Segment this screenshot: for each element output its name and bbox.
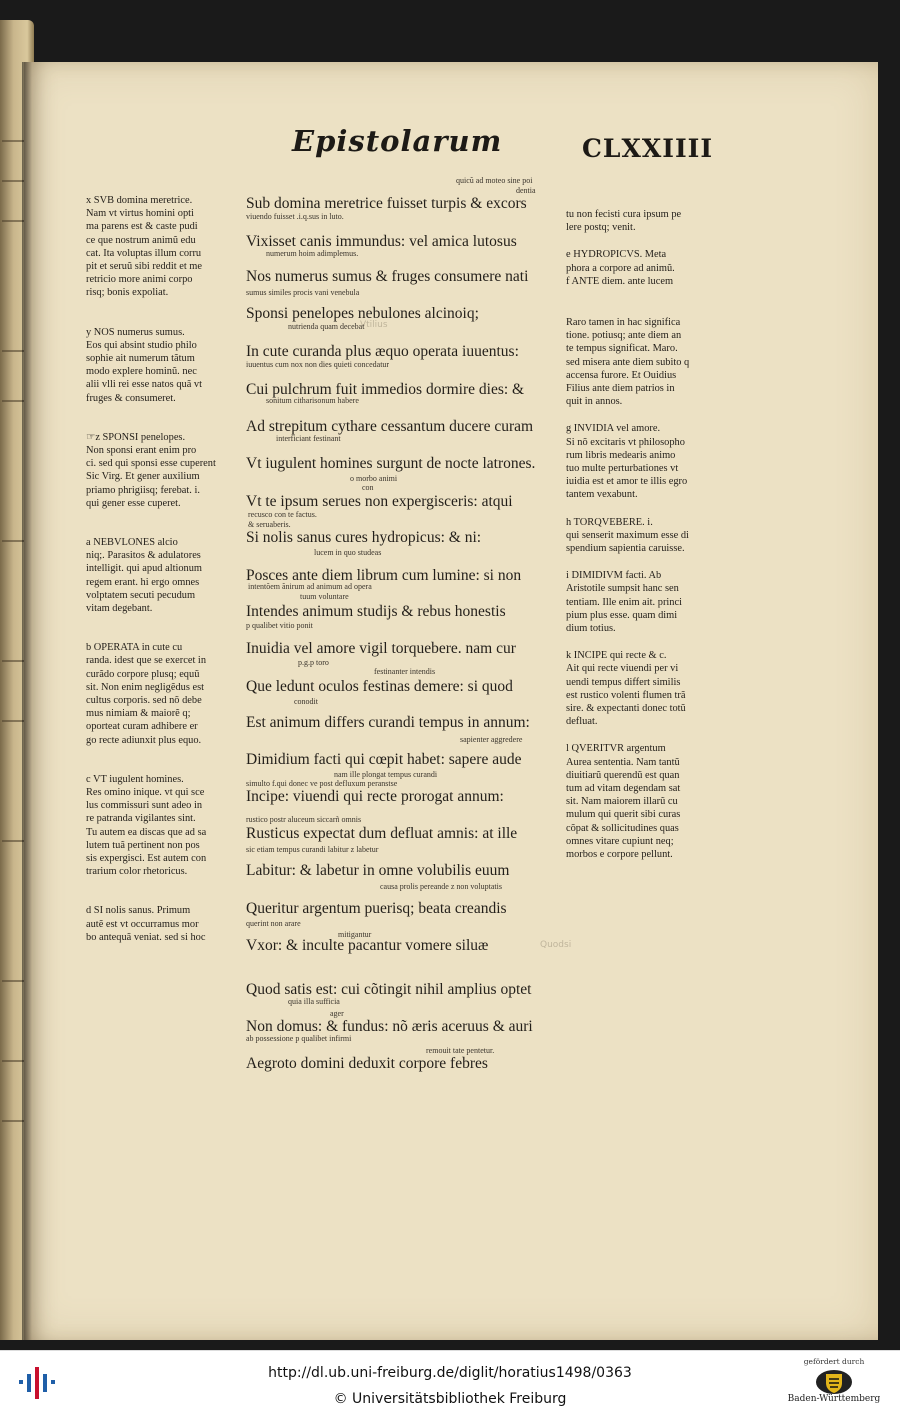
commentary-line: sed misera ante diem subito q (566, 356, 690, 368)
interlinear-gloss: remouit tate pentetur. (426, 1046, 495, 1055)
verse-line: Non domus: & fundus: nõ æris aceruus & auri (246, 1018, 533, 1035)
verse-line: Vt iugulent homines surgunt de nocte latrones. (246, 455, 536, 472)
commentary-line: pit et seruũ sibi reddit et me (86, 261, 203, 272)
commentary-line: Raro tamen in hac significa (566, 317, 681, 328)
commentary-line: iuidia est et amor te illis egro (566, 476, 688, 488)
commentary-line: sophie ait numerum tãtum (86, 353, 195, 364)
folio-number: CLXXIIII (582, 134, 714, 163)
commentary-line: tu non fecisti cura ipsum pe (566, 209, 682, 220)
verse-line: Intendes animum studijs & rebus honestis (246, 603, 506, 620)
interlinear-gloss: recusco con te factus. (248, 510, 317, 519)
commentary-line: d SI nolis sanus. Primum (86, 905, 191, 917)
verse-line: Vt te ipsum serues non expergisceris: atqui (246, 493, 513, 510)
commentary-line: cat. Ita voluptas illum corru (86, 247, 202, 259)
commentary-line: retricio more animi corpo (86, 274, 193, 286)
sponsor-block (778, 1357, 890, 1413)
commentary-line: tione. potiusq; ante diem an (566, 330, 682, 342)
commentary-line: priamo phrigiisq; ferebat. i. (86, 484, 200, 496)
verse-line: Vixisset canis immundus: vel amica lutosus (246, 233, 517, 250)
interlinear-gloss: viuendo fuisset .i.q.sus in luto. (246, 212, 344, 221)
sponsor-label: gefördert durch (803, 1357, 865, 1366)
commentary-line: modo explere hominũ. nec (86, 366, 197, 378)
commentary-line: randa. idest que se exercet in (86, 655, 207, 667)
interlinear-gloss: festinanter intendis (374, 667, 436, 676)
interlinear-gloss: quicũ ad moteo sine poi (456, 176, 533, 185)
commentary-line: lus commissuri sunt adeo in (86, 800, 203, 812)
verse-line: Sub domina meretrice fuisset turpis & excors (246, 195, 527, 212)
commentary-line: ce que nostrum animũ edu (86, 234, 196, 246)
verse-line: Queritur argentum puerisq; beata creandis (246, 900, 507, 917)
commentary-line: autẽ est vt occurramus mor (86, 918, 199, 930)
commentary-line: volptatem secuti pecudum (86, 589, 196, 601)
commentary-line: e HYDROPICVS. Meta (566, 249, 667, 261)
commentary-line: rum libris medearis animo (566, 449, 676, 461)
verse-line: Vxor: & inculte pacantur vomere siluæ (246, 937, 489, 954)
commentary-line: intelligit. qui apud altionum (86, 563, 203, 575)
commentary-line: pium plus esse. quam dimi (566, 609, 678, 621)
running-head: Epistolarum (292, 124, 503, 158)
viewer-footer (0, 1350, 900, 1415)
verse-line: Sponsi penelopes nebulones alcinoiq; (246, 305, 479, 322)
state-coat-of-arms-icon (815, 1369, 853, 1395)
commentary-line: Nam vt virtus homini opti (86, 208, 194, 220)
commentary-line: sit. Non enim negligẽdus est (86, 681, 205, 693)
commentary-line: mulum qui querit sibi curas (566, 809, 681, 821)
verse-line: Aegroto domini deduxit corpore febres (246, 1055, 488, 1072)
commentary-line: Filius ante diem patrios in (566, 383, 675, 394)
commentary-line: qui gener esse cuperet. (86, 497, 181, 509)
interlinear-gloss: & seruaberis. (248, 520, 291, 529)
verse-line: In cute curanda plus æquo operata iuuentus: (246, 343, 519, 360)
commentary-line: omnes vitare cupiunt neq; (566, 835, 674, 847)
verse-line: Labitur: & labetur in omne volubilis euum (246, 862, 510, 879)
interlinear-gloss: tuum voluntare (300, 592, 349, 601)
verse-line: Si nolis sanus cures hydropicus: & ni: (246, 529, 482, 546)
commentary-line: spendium sapientia caruisse. (566, 543, 685, 554)
interlinear-gloss: intentõem ãnirum ad animum ad opera (248, 582, 372, 591)
commentary-line: qui senserit maximum esse di (566, 529, 689, 541)
commentary-line: k INCIPE qui recte & c. (566, 650, 667, 662)
commentary-line: risq; bonis expoliat. (86, 287, 169, 299)
verse-line: Posces ante diem librum cum lumine: si non (246, 567, 522, 584)
commentary-line: y NOS numerus sumus. (86, 326, 185, 338)
commentary-line: Res omino inique. vt qui sce (86, 787, 205, 798)
commentary-line: Tu autem ea discas que ad sa (86, 826, 207, 838)
interlinear-gloss: querint non arare (246, 919, 301, 928)
gutter-shadow (22, 62, 32, 1340)
commentary-line: ci. sed qui sponsi esse cuperent (86, 458, 216, 470)
commentary-line: dium totius. (566, 623, 616, 634)
commentary-line: Eos qui absint studio philo (86, 339, 197, 351)
commentary-line: defluat. (566, 716, 598, 728)
interlinear-gloss: rustico postr aluceum siccarñ omnis (246, 815, 362, 824)
commentary-line: Si nõ excitaris vt philosopho (566, 436, 685, 448)
commentary-line: Sic Virg. Et gener auxilium (86, 471, 200, 483)
commentary-line: est rustico volenti flumen trã (566, 689, 686, 701)
commentary-line: tentiam. Ille enim ait. princi (566, 596, 682, 608)
interlinear-gloss: sonitum citharisonum habere (266, 396, 359, 405)
commentary-line: sis expergisci. Est autem con (86, 853, 207, 864)
commentary-line: Non sponsi erant enim pro (86, 445, 197, 456)
verse-line: Est animum differs curandi tempus in annum: (246, 714, 530, 731)
commentary-line: a NEBVLONES alcio (86, 537, 178, 548)
interlinear-gloss: causa prolis pereande z non voluptatis (380, 882, 502, 891)
commentary-line: c VT iugulent homines. (86, 773, 184, 785)
verse-line: Rusticus expectat dum defluat amnis: at ille (246, 825, 518, 842)
commentary-line: ☞z SPONSI penelopes. (86, 431, 186, 443)
interlinear-gloss: sapienter aggredere (460, 735, 523, 744)
commentary-line: trarium color rhetoricus. (86, 866, 188, 878)
interlinear-gloss: con (362, 483, 374, 492)
scanned-spread: Epistolarum CLXXIIII x SVB domina meretrice. Nam vt virtus homini opti ma parens est & caste pudi ce que nostrum animũ edu cat. Ita voluptas illum corru pit et seruũ sibi reddit et me retricio more animi corpo risq; bonis expoliat. y NOS numerus sumus. Eos qui absint studio philo sophie ait numerum tãtum modo explere hominũ. nec alii vlli rei esse natos quã vt fruges & consumeret. ☞z SPONSI penelopes. Non sponsi erant enim pro ci. sed qui sponsi esse cuperent Sic Virg. Et gener auxilium priamo phrigiisq; ferebat. i. qui gener esse cuperet. a NEBVLONES alcio niq;. Parasitos & adulatores intelligit. qui apud altionum regem erant. hi ergo omnes volptatem secuti pecudum vitam degebant. b OPERATA in cute cu randa. idest que se exercet in curãdo corpore plusq; equũ sit. Non enim negligẽdus est cultus corporis. sed nõ debe mus nimiam & maiorẽ q; oporteat curam adhibere er go recte adiunxit plus equo. c VT iugulent homines. Res omino inique. vt qui sce lus commissuri sunt adeo in re patranda vigilantes sint. Tu autem ea discas que ad sa lutem tuã pertinent non pos sis expergisci. Est autem con trarium color rhetoricus. d SI nolis sanus. Primum autẽ est vt occurramus mor bo antequã veniat. sed si hoc tu non fecisti cura ipsum pe lere postq; venit. e HYDROPICVS. Meta phora a corpore ad animũ. f ANTE diem. ante lucem Raro tamen in hac significa tione. potiusq; ante diem an te tempus significat. Maro. sed misera ante diem subito q accensa furore. Et Ouidius Filius ante diem patrios in quit in annos. g INVIDIA vel amore. Si nõ excitaris vt philosopho rum libris medearis animo tuo multe perturbationes vt iuidia est et amor te illis egro tantem vexabunt. h TORQVEBERE. i. qui senserit maximum esse di spendium sapientia caruisse. i DIMIDIVM facti. Ab Aristotile sumpsit hanc sen tentiam. Ille enim ait. princi pium plus esse. quam dimi dium totius. k INCIPE qui recte & c. Ait qui recte viuendi per vi uendi tempus differt similis est rustico volenti flumen trã sire. & expectanti donec totũ defluat. l QVERITVR argentum Aurea sententia. Nam tantũ diuitiarũ querendũ est quan tum ad vitam degendam sat sit. Nam maiorem illarũ cu mulum qui querit sibi curas cõpat & sollicitudines quas omnes vitare cupiunt neq; morbos e corpore pellunt. Sub domina meretrice fuisset turpis & excors Vixisset canis immundus: vel amica lutosus Nos numerus sumus & fruges consumere nati Sponsi penelopes nebulones alcinoiq; In cute curanda plus æquo operata iuuentus: Cui pulchrum fuit immedios dormire dies: & Ad strepitum cythare cessantum ducere curam Vt iugulent homines surgunt de nocte latrones. Vt te ipsum serues non expergisceris: atqui Si nolis sanus cures hydropicus: & ni: Posces ante diem librum cum lumine: si non Intendes animum studijs & rebus honestis Inuidia vel amore vigil torquebere. nam cur Que ledunt oculos festinas demere: si quod Est animum differs curandi tempus in annum: Dimidium facti qui cœpit habet: sapere aude Incipe: viuendi qui recte prorogat annum: Rusticus expectat dum defluat amnis: at ille Labitur: & labetur in omne volubilis euum Queritur argentum puerisq; beata creandis Vxor: & inculte pacantur vomere siluæ Quod satis est: cui cõtingit nihil amplius optet Non domus: & fundus: nõ æris aceruus & auri Aegroto domini deduxit corpore febres quicũ ad moteo sine poi dentia viuendo fuisset .i.q.sus in luto. numerum hoim adimplemus. sumus similes procis vani venebula nutrienda quam decebat iuuentus cum nox non dies quieti concedatur sonitum citharisonum habere interficiant festinant o morbo animi con recusco con te factus. & seruaberis. lucem in quo studeas intentõem ãnirum ad animum ad opera tuum voluntare p qualibet vitio ponit p.g.p toro festinanter intendis conodit sapienter aggredere nam ille plongat tempus curandi simulto f.qui donec ve post defluxum peranstse rustico postr aluceum siccarñ omnis sic etiam tempus curandi labitur z labetur causa prolis pereande z non voluptatis querint non arare mitigantur quia illa sufficia ager ab possessione p qualibet infirmi remouit tate pentetur. Vtilius Quodsi (0, 0, 900, 1350)
interlinear-gloss: mitigantur (338, 930, 372, 939)
commentary-line: vitam degebant. (86, 603, 153, 614)
commentary-line: regem erant. hi ergo omnes (86, 576, 200, 588)
commentary-line: Aristotile sumpsit hanc sen (566, 583, 679, 595)
interlinear-gloss: sumus similes procis vani venebula (246, 288, 360, 297)
verse-line: Ad strepitum cythare cessantum ducere curam (246, 418, 534, 435)
commentary-line: morbos e corpore pellunt. (566, 849, 673, 860)
page-url[interactable]: http://dl.ub.uni-freiburg.de/diglit/horatius1498/0363 (268, 1365, 632, 1381)
interlinear-gloss: dentia (516, 186, 536, 195)
commentary-line: oporteat curam adhibere er (86, 721, 198, 733)
copyright-notice: © Universitätsbibliothek Freiburg (333, 1391, 567, 1407)
commentary-line: lere postq; venit. (566, 222, 636, 234)
commentary-line: cultus corporis. sed nõ debe (86, 695, 202, 706)
commentary-line: i DIMIDIVM facti. Ab (566, 570, 662, 582)
commentary-line: Ait qui recte viuendi per vi (566, 663, 679, 675)
interlinear-gloss: ager (330, 1009, 344, 1018)
commentary-line: phora a corpore ad animũ. (566, 262, 675, 274)
interlinear-gloss: simulto f.qui donec ve post defluxum peranstse (246, 779, 398, 788)
interlinear-gloss: quia illa sufficia (288, 997, 340, 1006)
interlinear-gloss: numerum hoim adimplemus. (266, 249, 359, 258)
commentary-line: tantem vexabunt. (566, 489, 638, 501)
interlinear-gloss: nutrienda quam decebat (288, 322, 365, 331)
interlinear-gloss: lucem in quo studeas (314, 548, 382, 557)
interlinear-gloss: interficiant festinant (276, 434, 341, 443)
interlinear-gloss: o morbo animi (350, 474, 398, 483)
verse-line: Dimidium facti qui cœpit habet: sapere aude (246, 751, 522, 768)
commentary-line: tuo multe perturbationes vt (566, 463, 679, 474)
commentary-line: te tempus significat. Maro. (566, 343, 678, 355)
verse-line: Cui pulchrum fuit immedios dormire dies: & (246, 381, 525, 398)
interlinear-gloss: nam ille plongat tempus curandi (334, 770, 438, 779)
commentary-line: mus nimiam & maiorẽ q; (86, 708, 191, 720)
interlinear-gloss: conodit (294, 697, 318, 706)
commentary-line: g INVIDIA vel amore. (566, 423, 661, 435)
interlinear-gloss: sic etiam tempus curandi labitur z labetur (246, 845, 379, 854)
verse-line: Inuidia vel amore vigil torquebere. nam cur (246, 640, 516, 657)
interlinear-gloss: p qualibet vitio ponit (246, 621, 313, 630)
commentary-line: alii vlli rei esse natos quã vt (86, 379, 203, 391)
verse-line: Quod satis est: cui cõtingit nihil amplius optet (246, 981, 532, 998)
commentary-line: sire. & expectanti donec totũ (566, 703, 686, 714)
commentary-line: curãdo corpore plusq; equũ (86, 668, 200, 680)
verse-line: Incipe: viuendi qui recte prorogat annum: (246, 788, 504, 805)
commentary-line: x SVB domina meretrice. (86, 195, 193, 206)
commentary-line: b OPERATA in cute cu (86, 642, 183, 654)
verse-line: Nos numerus sumus & fruges consumere nati (246, 268, 529, 285)
commentary-line: re patranda vigilantes sint. (86, 813, 196, 825)
interlinear-gloss: ab possessione p qualibet infirmi (246, 1034, 352, 1043)
commentary-line: niq;. Parasitos & adulatores (86, 550, 201, 562)
commentary-line: bo antequã veniat. sed si hoc (86, 931, 206, 943)
commentary-line: l QVERITVR argentum (566, 743, 666, 755)
interlinear-gloss: iuuentus cum nox non dies quieti concedatur (246, 360, 390, 369)
commentary-line: f ANTE diem. ante lucem (566, 275, 674, 287)
verse-line: Que ledunt oculos festinas demere: si quod (246, 678, 513, 695)
commentary-line: go recte adiunxit plus equo. (86, 734, 202, 746)
commentary-line: ma parens est & caste pudi (86, 221, 198, 233)
commentary-line: quit in annos. (566, 396, 623, 408)
commentary-line: Aurea sententia. Nam tantũ (566, 756, 680, 768)
commentary-line: lutem tuã pertinent non pos (86, 839, 200, 851)
commentary-line: fruges & consumeret. (86, 392, 176, 404)
commentary-line: accensa furore. Et Ouidius (566, 369, 677, 381)
interlinear-gloss: p.g.p toro (298, 658, 329, 667)
commentary-line: sit. Nam maiorem illarũ cu (566, 796, 678, 808)
commentary-line: tum ad vitam degendam sat (566, 783, 681, 794)
commentary-line: h TORQVEBERE. i. (566, 516, 653, 528)
commentary-line: diuitiarũ querendũ est quan (566, 769, 680, 781)
commentary-line: cõpat & sollicitudines quas (566, 822, 679, 834)
sponsor-name: Baden-Württemberg (787, 1394, 881, 1404)
commentary-line: uendi tempus differt similis (566, 676, 681, 688)
